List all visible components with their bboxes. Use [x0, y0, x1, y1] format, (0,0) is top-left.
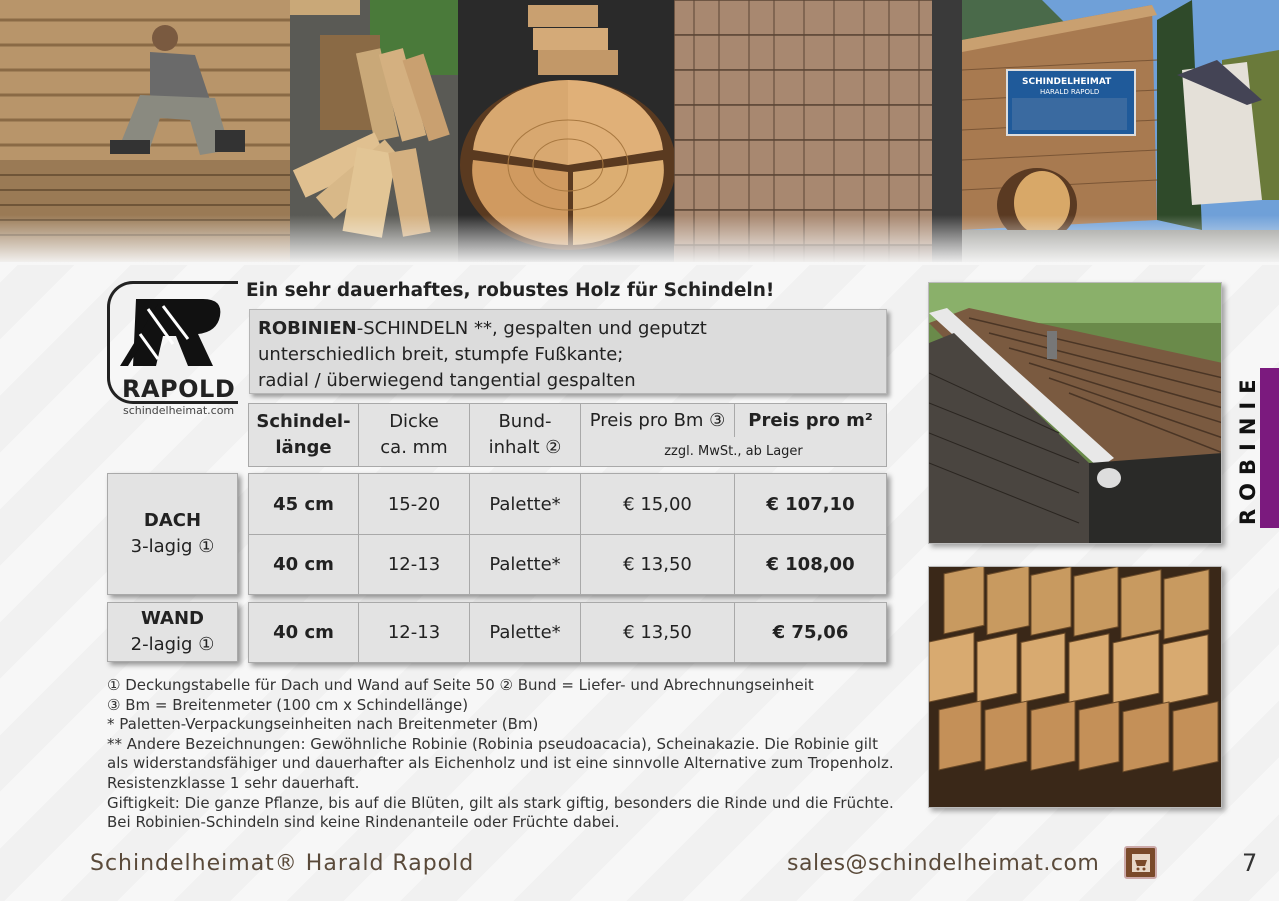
section-label: ROBINIE [1236, 371, 1260, 525]
group-wand-name: WAND [141, 608, 204, 629]
group-dach-name: DACH [143, 510, 202, 531]
description-line-2: unterschiedlich breit, stumpfe Fußkante; [258, 344, 624, 365]
table-cell-thickness: 12-13 [358, 534, 470, 595]
header-bundle-line1: Bund- [498, 411, 552, 432]
table-cell-length: 40 cm [248, 602, 359, 663]
footnote-line: Resistenzklasse 1 sehr dauerhaft. [107, 773, 360, 792]
banner-line2: HARALD RAPOLD [1040, 88, 1100, 96]
header-length-line2: länge [275, 437, 332, 458]
table-cell-price-m2: € 107,10 [734, 473, 887, 535]
footnote-line: als widerstandsfähiger und dauerhafter als Eichenholz und ist eine sinnvolle Alternative zum Tropenholz. [107, 754, 894, 773]
header-thickness-line1: Dicke [389, 411, 439, 432]
banner-line1: SCHINDELHEIMAT [1022, 77, 1112, 87]
table-cell-price-bm: € 13,50 [580, 534, 735, 595]
table-cell-bundle: Palette* [469, 473, 581, 535]
footnote-line: Bei Robinien-Schindeln sind keine Rindenanteile oder Früchte dabei. [107, 813, 620, 832]
photo-roof-house [928, 282, 1222, 544]
footer-email-link[interactable]: sales@schindelheimat.com [787, 851, 1100, 876]
footnote-line: ** Andere Bezeichnungen: Gewöhnliche Robinie (Robinia pseudoacacia), Scheinakazie. Die Robinie gilt [107, 734, 878, 753]
header-price-m2: Preis pro m² [734, 403, 887, 438]
table-cell-thickness: 15-20 [358, 473, 470, 535]
table-cell-thickness: 12-13 [358, 602, 470, 663]
header-thickness-line2: ca. mm [380, 437, 448, 458]
description-line-3: radial / überwiegend tangential gespalten [258, 370, 636, 391]
header-price-note: zzgl. MwSt., ab Lager [580, 437, 887, 467]
header-thickness [358, 403, 470, 467]
table-cell-price-m2: € 75,06 [734, 602, 887, 663]
table-cell-price-bm: € 13,50 [580, 602, 735, 663]
footnotes [107, 676, 907, 833]
photo-shingle-closeup [928, 566, 1222, 808]
footnote-line: * Paletten-Verpackungseinheiten nach Breitenmeter (Bm) [107, 715, 539, 734]
header-length [248, 403, 359, 467]
section-accent-bar [1260, 368, 1279, 528]
footnote-line: Giftigkeit: Die ganze Pflanze, bis auf die Blüten, gilt als stark giftig, besonders die Rinde und die Früchte. [107, 793, 894, 812]
header-bundle [469, 403, 581, 467]
logo-wordmark: RAPOLD [122, 375, 236, 403]
page-headline: Ein sehr dauerhaftes, robustes Holz für Schindeln! [246, 280, 775, 301]
table-cell-bundle: Palette* [469, 534, 581, 595]
header-bundle-line2: inhalt ② [488, 437, 562, 458]
footer-company: Schindelheimat® Harald Rapold [90, 851, 475, 876]
photo-strip-fade [0, 215, 1279, 265]
shop-cart-icon[interactable] [1124, 846, 1157, 879]
table-cell-price-bm: € 15,00 [580, 473, 735, 535]
description-line-1-rest: -SCHINDELN **, gespalten und geputzt [356, 318, 707, 339]
page-number: 7 [1242, 849, 1258, 877]
logo-url: schindelheimat.com [123, 404, 235, 417]
table-cell-price-m2: € 108,00 [734, 534, 887, 595]
header-price-bm: Preis pro Bm ③ [580, 403, 735, 438]
table-cell-length: 40 cm [248, 534, 359, 595]
group-label-dach [107, 473, 238, 595]
description-line-1 [258, 316, 878, 342]
photo-strip [0, 0, 1279, 262]
product-name: ROBINIEN [258, 318, 357, 339]
header-length-line1: Schindel- [256, 411, 351, 432]
group-wand-sub: 2-lagig ① [130, 634, 215, 655]
footnote-line: ① Deckungstabelle für Dach und Wand auf Seite 50 ② Bund = Liefer- und Abrechnungseinheit [107, 676, 814, 694]
group-label-wand [107, 602, 238, 662]
footnote-line: ③ Bm = Breitenmeter (100 cm x Schindellänge) [107, 695, 469, 714]
group-dach-sub: 3-lagig ① [130, 536, 215, 557]
product-description [249, 309, 887, 394]
rapold-logo-icon [118, 294, 228, 374]
table-cell-bundle: Palette* [469, 602, 581, 663]
table-cell-length: 45 cm [248, 473, 359, 535]
